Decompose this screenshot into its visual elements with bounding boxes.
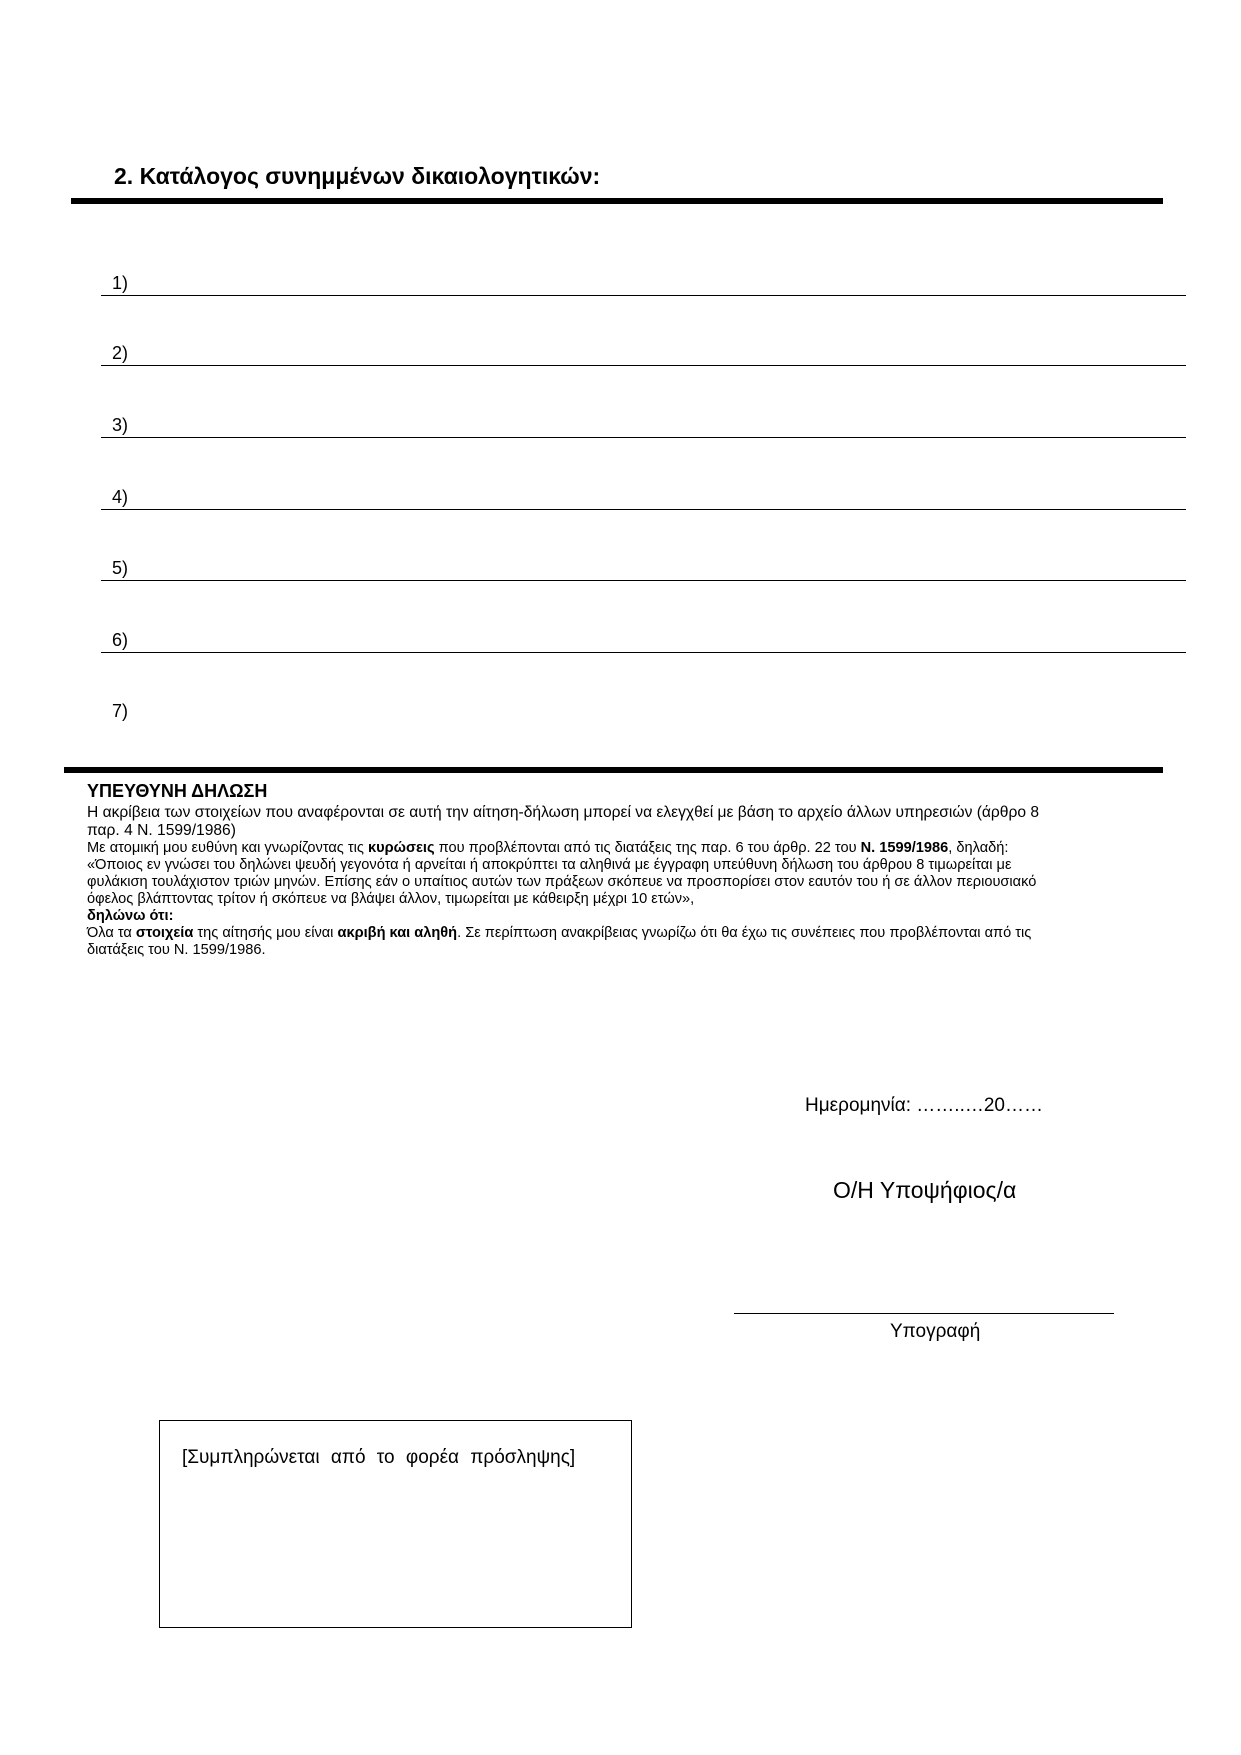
attachment-fill-line xyxy=(101,652,1186,653)
attachment-item-6[interactable] xyxy=(101,625,1186,653)
attachment-item-number: 4) xyxy=(112,487,129,507)
declaration-verification-note: Η ακρίβεια των στοιχείων που αναφέρονται σε αυτή την αίτηση-δήλωση μπορεί να ελεγχθεί με βάση το αρχείο άλλων υπηρεσιών (άρθρο 8 παρ. 4 Ν. 1599/1986) xyxy=(87,804,1040,839)
candidate-label: Ο/Η Υποψήφιος/α xyxy=(833,1177,1017,1203)
declaration-penalty-paragraph: Με ατομική μου ευθύνη και γνωρίζοντας τις κυρώσεις που προβλέπονται από τις διατάξεις της παρ. 6 του άρθρ. 22 του Ν. 1599/1986, δηλαδή: «Όποιος εν γνώσει του δηλώνει ψευδή γεγονότα ή αρνείται ή αποκρύπτει τα αληθινά με έγγραφη υπεύθυνη δήλωση του άρθρου 8 τιμωρείται με φυλάκιση τουλάχιστον τριών μηνών. Επίσης εάν ο υπαίτιος αυτών των πράξεων σκόπευε να προσπορίσει στον εαυτόν του ή σε άλλον περιουσιακό όφελος βλάπτοντας τρίτον ή σκόπευε να βλάψει άλλον, τιμωρείται με κάθειρξη μέχρι 10 ετών», xyxy=(87,840,1037,907)
attachment-item-3[interactable] xyxy=(101,410,1186,438)
declaration-title: ΥΠΕΥΘΥΝΗ ΔΗΛΩΣΗ xyxy=(87,781,268,801)
employer-box-label: [Συμπληρώνεται από το φορέα πρόσληψης] xyxy=(182,1447,576,1468)
attachment-item-number: 6) xyxy=(112,630,129,650)
declaration-statement: Όλα τα στοιχεία της αίτησής μου είναι ακριβή και αληθή. Σε περίπτωση ανακρίβειας γνωρίζω ότι θα έχω τις συνέπειες που προβλέπονται από τις διατάξεις του Ν. 1599/1986. xyxy=(87,925,1032,958)
date-field[interactable]: Ημερομηνία: ……..…20…… xyxy=(805,1095,1043,1116)
signature-label: Υπογραφή xyxy=(890,1321,981,1342)
attachment-fill-line xyxy=(101,509,1186,510)
declaration-statement-heading: δηλώνω ότι: xyxy=(87,908,174,924)
attachment-fill-line xyxy=(101,580,1186,581)
section-divider-top xyxy=(71,198,1163,204)
signature-line[interactable] xyxy=(734,1313,1114,1314)
employer-box[interactable] xyxy=(159,1420,632,1628)
attachment-fill-line xyxy=(101,437,1186,438)
attachment-item-number: 3) xyxy=(112,415,129,435)
attachment-fill-line xyxy=(101,365,1186,366)
attachment-item-number: 7) xyxy=(112,701,129,721)
section-divider-declaration xyxy=(64,767,1163,773)
attachment-item-1[interactable] xyxy=(101,268,1186,296)
attachments-title: 2. Κατάλογος συνημμένων δικαιολογητικών: xyxy=(114,163,601,189)
attachment-item-7[interactable] xyxy=(101,696,1186,724)
attachment-item-number: 5) xyxy=(112,558,129,578)
attachment-item-number: 2) xyxy=(112,343,129,363)
attachment-item-2[interactable] xyxy=(101,338,1186,366)
attachment-item-number: 1) xyxy=(112,273,129,293)
attachment-item-5[interactable] xyxy=(101,553,1186,581)
attachment-item-4[interactable] xyxy=(101,482,1186,510)
attachment-fill-line xyxy=(101,295,1186,296)
declaration-body xyxy=(87,804,1067,959)
